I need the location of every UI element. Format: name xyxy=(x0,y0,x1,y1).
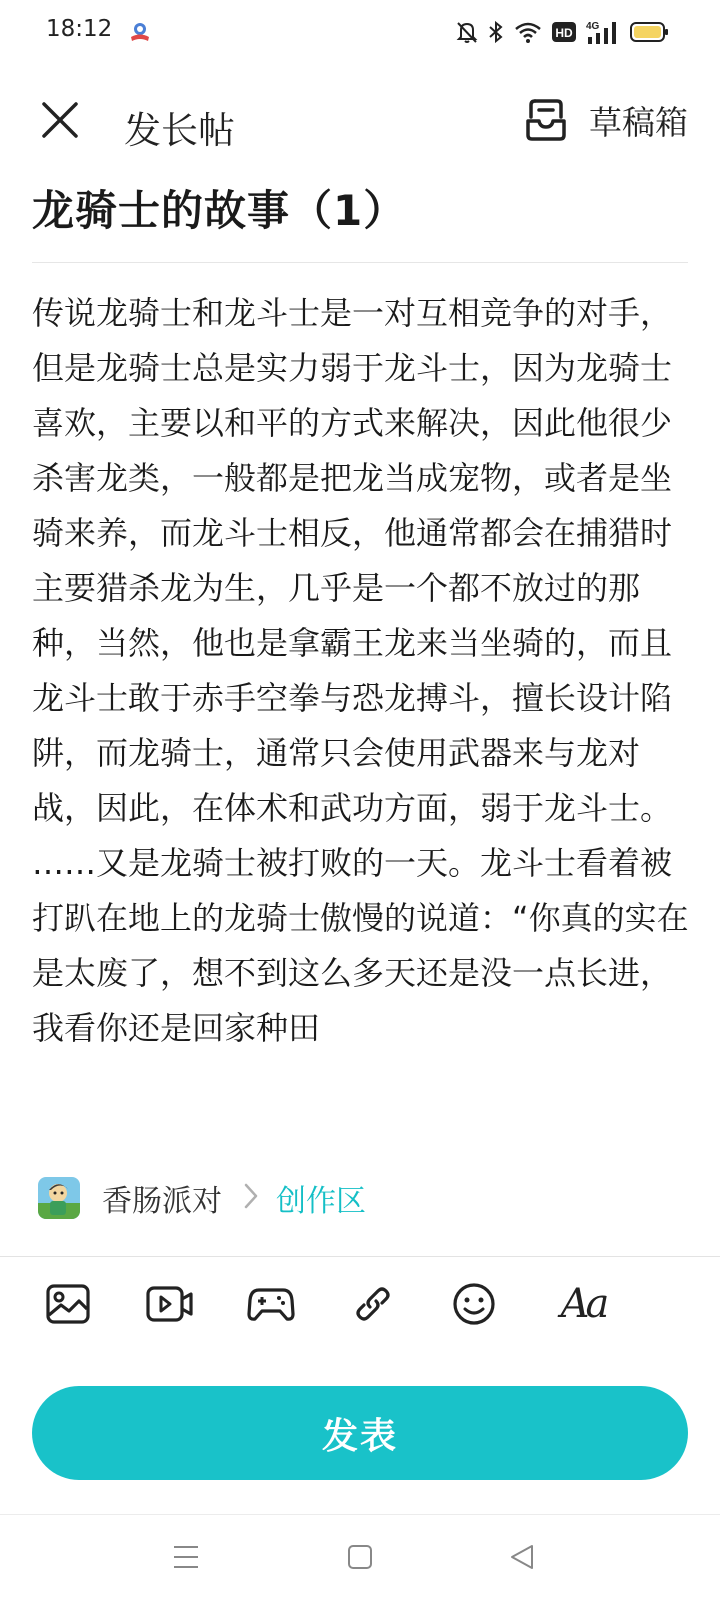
post-body-editor[interactable] xyxy=(32,286,692,1140)
home-square-icon xyxy=(347,1544,373,1570)
back-nav-button[interactable] xyxy=(502,1537,542,1577)
battery-icon xyxy=(630,21,670,43)
svg-text:4G: 4G xyxy=(586,21,600,32)
font-style-icon: Aa xyxy=(560,1281,606,1327)
emoji-icon xyxy=(451,1281,497,1327)
insert-video-button[interactable] xyxy=(142,1276,198,1332)
header xyxy=(0,84,720,154)
svg-text:HD: HD xyxy=(555,26,573,40)
back-triangle-icon xyxy=(508,1543,536,1571)
toolbar-divider xyxy=(0,1256,720,1257)
title-divider xyxy=(32,262,688,263)
notification-app-icon xyxy=(128,20,152,44)
insert-link-button[interactable] xyxy=(345,1276,401,1332)
community-avatar xyxy=(38,1177,80,1219)
signal-4g-icon xyxy=(586,19,620,45)
post-title-input[interactable]: 龙骑士的故事（1） xyxy=(32,186,407,235)
community-name: 香肠派对 xyxy=(102,1184,222,1219)
close-button[interactable] xyxy=(36,96,84,144)
menu-nav-button[interactable] xyxy=(166,1537,206,1577)
drafts-label: 草稿箱 xyxy=(589,102,688,142)
status-icons xyxy=(456,18,670,46)
editor-toolbar xyxy=(0,1276,720,1332)
wifi-icon xyxy=(514,21,542,43)
status-bar xyxy=(0,0,720,64)
hd-icon xyxy=(552,21,576,43)
link-icon xyxy=(351,1282,395,1326)
system-nav-bar xyxy=(0,1515,720,1600)
publish-button[interactable]: 发表 xyxy=(32,1386,688,1480)
insert-image-button[interactable] xyxy=(40,1276,96,1332)
bluetooth-icon xyxy=(488,20,504,44)
video-icon xyxy=(145,1283,195,1325)
bell-muted-icon xyxy=(456,20,478,44)
chevron-right-icon xyxy=(244,1183,258,1213)
insert-game-button[interactable] xyxy=(243,1276,299,1332)
insert-emoji-button[interactable] xyxy=(446,1276,502,1332)
status-time: 18:12 xyxy=(46,16,113,42)
page-title: 发长帖 xyxy=(124,109,235,152)
home-nav-button[interactable] xyxy=(340,1537,380,1577)
text-style-button[interactable] xyxy=(552,1276,614,1332)
community-section-link[interactable]: 创作区 xyxy=(276,1184,366,1219)
drafts-box-icon xyxy=(525,97,567,143)
post-body-text: 传说龙骑士和龙斗士是一对互相竞争的对手，但是龙骑士总是实力弱于龙斗士，因为龙骑士喜欢，主要以和平的方式来解决，因此他很少杀害龙类，一般都是把龙当成宠物，或者是坐骑来养，而龙斗士相反，他通常都会在捕猎时主要猎杀龙为生，几乎是一个都不放过的那种，当然，他也是拿霸王龙来当坐骑的，而且龙斗士敢于赤手空拳与恐龙搏斗，擅长设计陷阱，而龙骑士，通常只会使用武器来与龙对战，因此，在体术和武功方面，弱于龙斗士。 ……又是龙骑士被打败的一天。龙斗士看着被打趴在地上的龙骑士傲慢的说道：“你真的实在是太废了，想不到这么多天还是没一点长进，我看你还是回家种田 xyxy=(32,294,689,1047)
menu-icon xyxy=(172,1544,200,1570)
image-icon xyxy=(45,1283,91,1325)
close-icon xyxy=(36,96,84,144)
gamepad-icon xyxy=(247,1284,295,1324)
community-selector[interactable] xyxy=(38,1175,366,1221)
drafts-button[interactable] xyxy=(525,96,688,144)
